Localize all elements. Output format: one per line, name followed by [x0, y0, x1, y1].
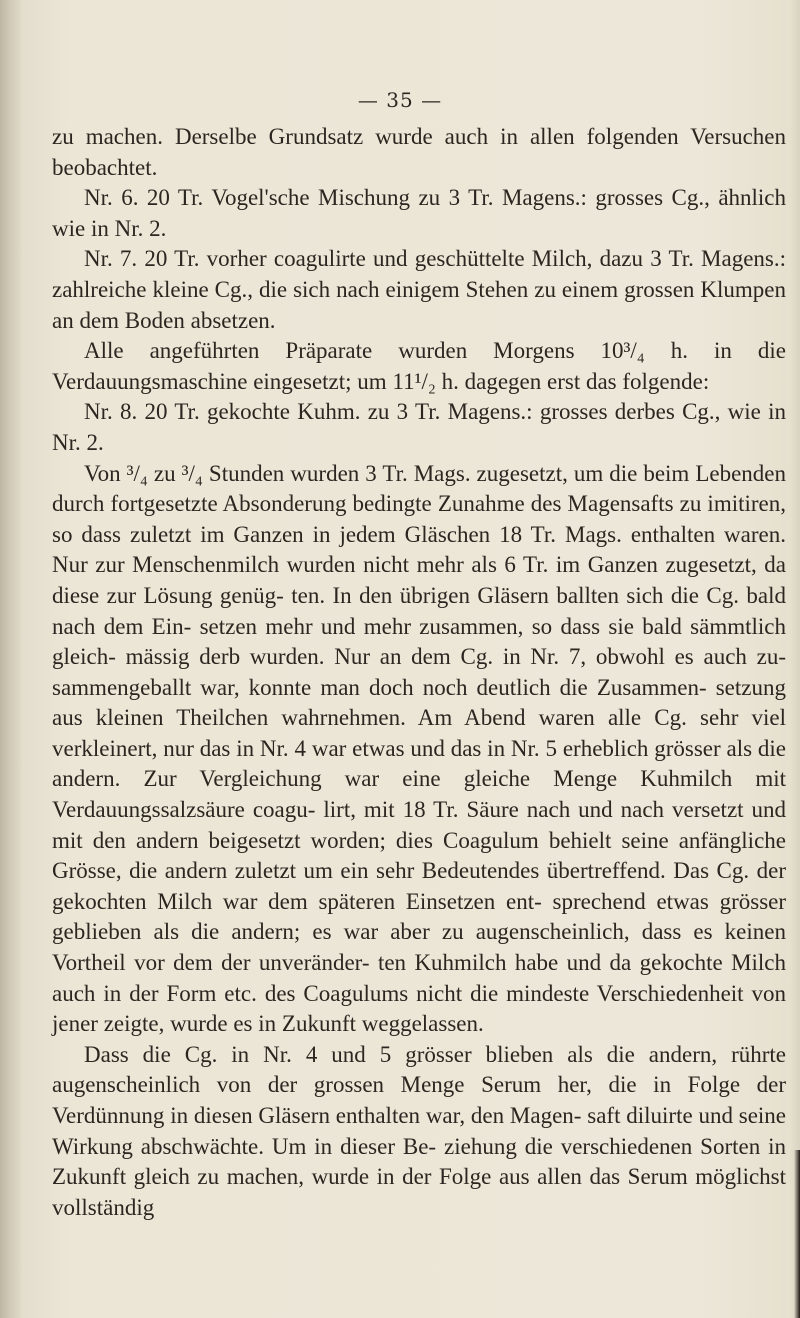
paragraph [52, 459, 786, 1040]
text-line: wurde in der Folge aus allen das Serum möglichst vollständig [52, 1164, 787, 1220]
text-line: nicht mehr als 6 Tr. im Ganzen zugesetzt, da diese zur Lösung genüg- [52, 552, 786, 608]
book-gutter-shadow [0, 0, 22, 1318]
paragraph [52, 183, 786, 244]
text-line: lirt, mit 18 Tr. Säure nach und nach versetzt und mit den [52, 797, 787, 853]
text-line: setzung aus kleinen Theilchen wahrnehmen. Am Abend waren alle Cg. [52, 674, 786, 731]
text-line: ziehung die verschiedenen Sorten in Zukunft gleich zu machen, [52, 1133, 787, 1190]
text-line: Von ³/₄ zu ³/₄ Stunden wurden 3 Tr. Mags. zugesetzt, um die beim [84, 460, 690, 486]
text-line: Nr. 8. 20 Tr. gekochte Kuhm. zu 3 Tr. Magens.: grosses [84, 399, 608, 425]
text-line: ten. In den übrigen Gläsern ballten sich die Cg. bald nach dem Ein- [52, 582, 786, 639]
paragraph [52, 122, 786, 183]
text-line: Verdauungsmaschine eingesetzt; um 11¹/₂ h. dagegen erst das [52, 368, 617, 394]
text-line: wurde es in Zukunft weggelassen. [170, 1011, 484, 1037]
text-line: des Coagulums nicht die mindeste Verschiedenheit von jener zeigte, [52, 980, 787, 1037]
text-line: Nr. 6. 20 Tr. Vogel'sche Mischung zu 3 Tr. Magens.: [84, 185, 587, 211]
text-line: Nr. 7. 20 Tr. vorher coagulirte und geschüttelte Milch, dazu [84, 246, 644, 272]
page-edge-shadow [794, 1150, 800, 1318]
text-line: Das Cg. der gekochten Milch war dem späteren Einsetzen ent- [52, 858, 786, 914]
paragraph [52, 336, 786, 397]
body-text [52, 122, 786, 1223]
text-line: sammengeballt war, konnte man doch noch deutlich die Zusammen- [52, 674, 707, 700]
text-line: folgende: [622, 368, 710, 394]
text-line: Magensafts zu imitiren, so dass zuletzt im Ganzen in jedem Gläschen [52, 491, 787, 547]
text-line: 18 Tr. Mags. enthalten waren. Nur zur Menschenmilch wurden [52, 521, 786, 578]
text-line: derbes Cg., wie in Nr. 2. [52, 399, 786, 455]
text-line: 3 Tr. Magens.: zahlreiche kleine Cg., die sich nach einigem Stehen [52, 246, 787, 302]
text-line: gleiche Menge Kuhmilch mit Verdauungssalzsäure coagu- [52, 766, 787, 823]
text-line: Folge der Verdünnung in diesen Gläsern enthalten war, den Magen- [52, 1072, 787, 1128]
text-line: sehr viel verkleinert, nur das in Nr. 4 war etwas und das in Nr. 5 [52, 705, 787, 761]
paragraph [52, 397, 786, 458]
text-line: mässig derb wurden. Nur an dem Cg. in Nr. 7, obwohl es auch zu- [125, 644, 786, 670]
text-line: zu machen. Derselbe Grundsatz wurde auch in allen folgenden [52, 124, 679, 149]
text-line: Alle angeführten Präparate wurden Morgens 10³/₄ h. in die [84, 338, 786, 364]
text-line: andern beigesetzt worden; dies Coagulum behielt seine anfängliche [135, 827, 786, 853]
text-line: sprechend etwas grösser geblieben als die andern; es war aber zu [52, 888, 787, 945]
text-line: grosses Cg., ähnlich wie in Nr. 2. [52, 185, 787, 241]
paragraph [52, 244, 786, 336]
text-line: Lebenden durch fortgesetzte Absonderung bedingte Zunahme des [52, 460, 787, 517]
paragraph [52, 1040, 786, 1224]
text-line: zu einem grossen Klumpen an dem Boden absetzen. [52, 276, 786, 333]
text-line: erheblich grösser als die andern. Zur Vergleichung war eine [52, 735, 786, 792]
text-line: Versuchen beobachtet. [52, 124, 786, 180]
text-line: augenscheinlich, dass es keinen Vortheil vor dem der unveränder- [52, 919, 786, 976]
text-line: ten Kuhmilch habe und da gekochte Milch auch in der Form etc. [52, 950, 787, 1006]
text-line: Grösse, die andern zuletzt um ein sehr Bedeutendes übertreffend. [52, 858, 666, 884]
text-line: rührte augenscheinlich von der grossen Menge Serum her, die in [52, 1041, 787, 1098]
page-number: — 35 — [357, 88, 443, 112]
text-line: Dass die Cg. in Nr. 4 und 5 grösser blieben als die andern, [84, 1041, 718, 1067]
text-line: saft diluirte und seine Wirkung abschwächte. Um in dieser Be- [52, 1103, 787, 1159]
text-line: setzen mehr und mehr zusammen, so dass sie bald sämmtlich gleich- [52, 613, 786, 670]
